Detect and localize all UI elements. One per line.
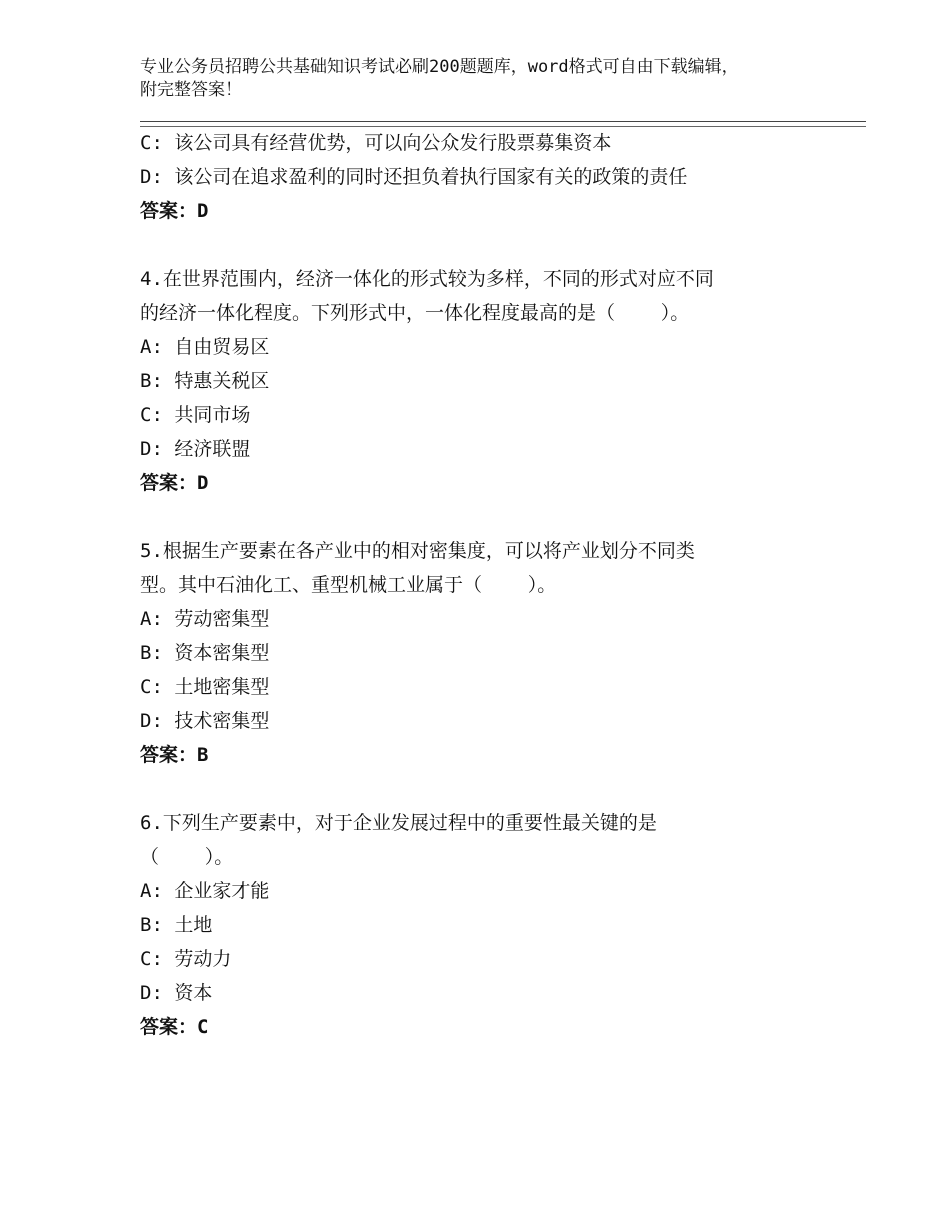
question-stem-line: （ ）。 [140, 846, 234, 868]
answer-text: 答案：C [140, 1016, 209, 1038]
answer-text: 答案：D [140, 472, 209, 494]
answer-text: 答案：D [140, 200, 209, 222]
option-c: C: 土地密集型 [140, 676, 270, 698]
question-block-4 [140, 262, 840, 500]
option-d: D: 经济联盟 [140, 438, 251, 460]
header-divider [140, 121, 866, 122]
question-stem-line: 5.根据生产要素在各产业中的相对密集度，可以将产业划分不同类 [140, 540, 695, 562]
header-line-1: 专业公务员招聘公共基础知识考试必刷200题题库，word格式可自由下载编辑， [140, 57, 739, 77]
option-c: C: 劳动力 [140, 948, 232, 970]
option-a: A: 劳动密集型 [140, 608, 270, 630]
option-d: D: 该公司在追求盈利的同时还担负着执行国家有关的政策的责任 [140, 166, 688, 188]
question-stem-line: 的经济一体化程度。下列形式中，一体化程度最高的是（ ）。 [140, 302, 690, 324]
answer-text: 答案：B [140, 744, 209, 766]
option-b: B: 特惠关税区 [140, 370, 270, 392]
question-stem-line: 4.在世界范围内，经济一体化的形式较为多样，不同的形式对应不同 [140, 268, 714, 290]
question-list [140, 126, 840, 1044]
header-line-2: 附完整答案！ [140, 80, 242, 100]
document-header [140, 56, 840, 102]
option-b: B: 土地 [140, 914, 213, 936]
question-stem-line: 型。其中石油化工、重型机械工业属于（ ）。 [140, 574, 557, 596]
question-block-prev [140, 126, 840, 228]
question-block-5 [140, 534, 840, 772]
option-c: C: 该公司具有经营优势，可以向公众发行股票募集资本 [140, 132, 612, 154]
option-c: C: 共同市场 [140, 404, 251, 426]
question-block-6 [140, 806, 840, 1044]
question-stem-line: 6.下列生产要素中，对于企业发展过程中的重要性最关键的是 [140, 812, 657, 834]
option-b: B: 资本密集型 [140, 642, 270, 664]
option-a: A: 企业家才能 [140, 880, 270, 902]
option-d: D: 资本 [140, 982, 213, 1004]
option-a: A: 自由贸易区 [140, 336, 270, 358]
option-d: D: 技术密集型 [140, 710, 270, 732]
